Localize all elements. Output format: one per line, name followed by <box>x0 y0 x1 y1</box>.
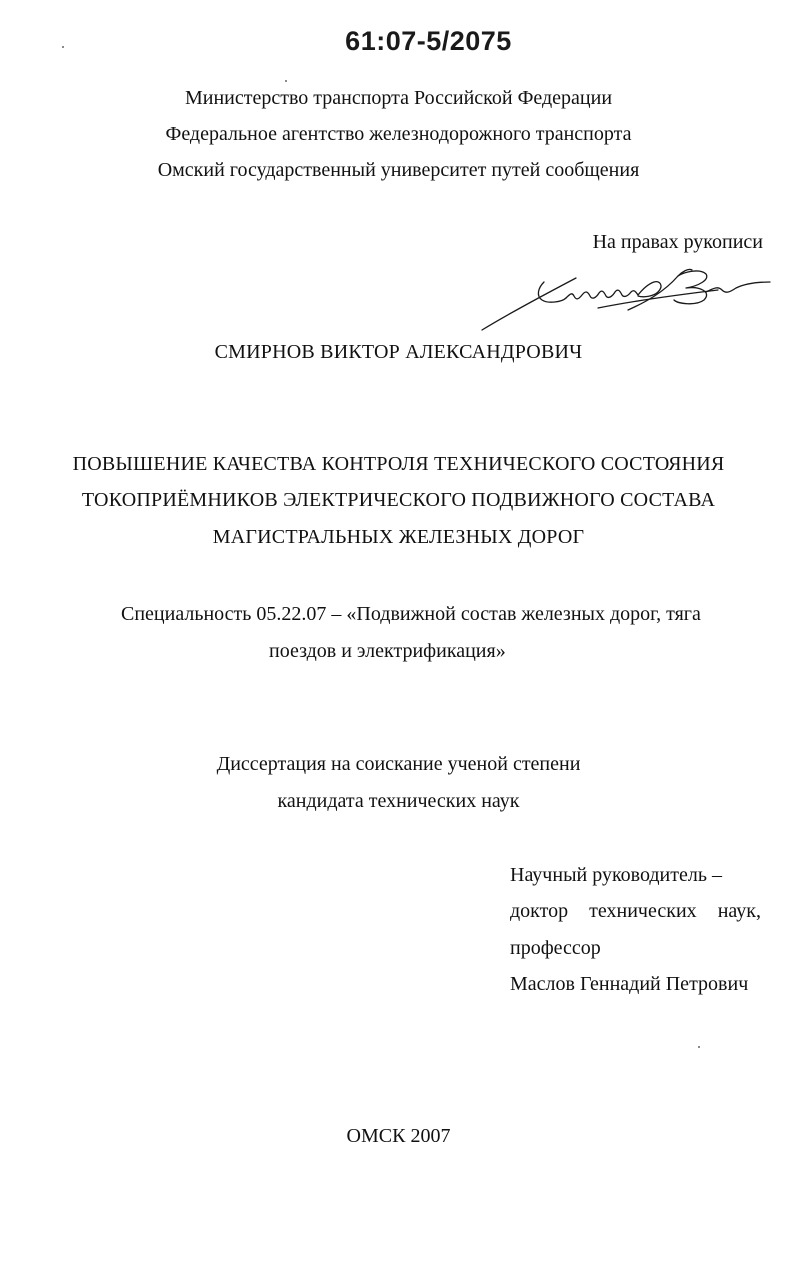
specialty-line-1: Специальность 05.22.07 – «Подвижной состав железных дорог, тяга <box>121 603 701 625</box>
university-line: Омский государственный университет путей сообщения <box>157 159 640 181</box>
supervisor-name: Маслов Геннадий Петрович <box>510 973 749 995</box>
scan-speck <box>698 1046 700 1048</box>
rights-note: На правах рукописи <box>592 231 763 253</box>
title-line-2: ТОКОПРИЁМНИКОВ ЭЛЕКТРИЧЕСКОГО ПОДВИЖНОГО СОСТАВА <box>81 489 716 511</box>
supervisor-role: Научный руководитель – <box>510 864 722 886</box>
scan-speck <box>62 46 64 48</box>
specialty-line-2: поездов и электрификация» <box>269 640 506 662</box>
supervisor-degree: доктор технических наук, <box>510 900 761 922</box>
title-line-1: ПОВЫШЕНИЕ КАЧЕСТВА КОНТРОЛЯ ТЕХНИЧЕСКОГО СОСТОЯНИЯ <box>72 453 725 475</box>
author-name: СМИРНОВ ВИКТОР АЛЕКСАНДРОВИЧ <box>214 341 583 363</box>
degree-line-1: Диссертация на соискание ученой степени <box>216 753 581 775</box>
title-line-3: МАГИСТРАЛЬНЫХ ЖЕЛЕЗНЫХ ДОРОГ <box>212 526 585 548</box>
supervisor-rank: профессор <box>510 937 601 959</box>
ministry-line: Министерство транспорта Российской Федерации <box>184 87 613 109</box>
scan-speck <box>285 80 287 82</box>
handwritten-signature <box>478 262 773 334</box>
agency-line: Федеральное агентство железнодорожного транспорта <box>165 123 632 145</box>
archive-code: 61:07-5/2075 <box>345 26 512 56</box>
degree-line-2: кандидата технических наук <box>277 790 520 812</box>
city-year: ОМСК 2007 <box>346 1125 451 1147</box>
